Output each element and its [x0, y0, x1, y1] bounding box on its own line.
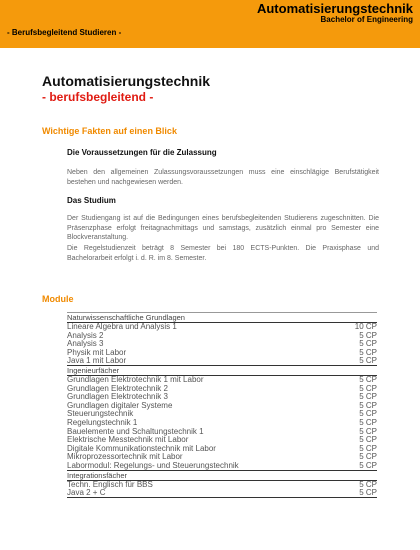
module-name: Grundlagen Elektrotechnik 3 [67, 392, 168, 402]
module-name: Digitale Kommunikationstechnik mit Labor [67, 443, 216, 453]
banner-program-label: - Berufsbegleitend Studieren - [7, 28, 122, 37]
requirements-heading: Die Voraussetzungen für die Zulassung [67, 148, 217, 157]
module-group-heading: Ingenieurfächer [67, 366, 377, 376]
module-credit-points: 5 CP [359, 417, 377, 427]
modules-heading: Module [42, 294, 74, 304]
module-name: Labormodul: Regelungs- und Steuerungstechnik [67, 460, 239, 470]
module-name: Mikroprozessortechnik mit Labor [67, 452, 183, 462]
module-name: Elektrische Messtechnik mit Labor [67, 435, 189, 445]
module-credit-points: 10 CP [354, 322, 377, 331]
module-row [67, 489, 377, 498]
module-name: Physik mit Labor [67, 347, 127, 357]
module-credit-points: 5 CP [359, 339, 377, 349]
module-name: Grundlagen Elektrotechnik 2 [67, 383, 168, 393]
facts-heading: Wichtige Fakten auf einen Blick [42, 126, 177, 136]
modules-table [67, 312, 377, 498]
module-name: Java 2 + C [67, 488, 106, 498]
module-credit-points: 5 CP [359, 488, 377, 498]
banner-subtitle: Bachelor of Engineering [320, 15, 413, 24]
module-credit-points: 5 CP [359, 392, 377, 402]
study-heading: Das Studium [67, 196, 116, 205]
module-credit-points: 5 CP [359, 426, 377, 436]
module-name: Steuerungstechnik [67, 409, 134, 419]
module-credit-points: 5 CP [359, 400, 377, 410]
study-text-1: Der Studiengang ist auf die Bedingungen eines berufsbegleitenden Studierens zugeschnitten. Die Präsenzphase erfolgt freitagnachmittags und samstags, zusätzlich einmal pro Semester eine Blockveranstaltung. [67, 215, 379, 241]
module-name: Grundlagen digitaler Systeme [67, 400, 173, 410]
module-credit-points: 5 CP [359, 330, 377, 340]
requirements-text: Neben den allgemeinen Zulassungsvoraussetzungen muss eine einschlägige Berufstätigkeit bestehen und nachgewiesen werden. [67, 169, 379, 186]
module-credit-points: 5 CP [359, 374, 377, 384]
module-credit-points: 5 CP [359, 409, 377, 419]
module-row [67, 481, 377, 490]
module-row [67, 462, 377, 471]
banner-title: Automatisierungstechnik [256, 1, 413, 16]
study-text-2: Die Regelstudienzeit beträgt 8 Semester bei 180 ECTS-Punkten. Die Praxisphase und Bachelorarbeit erfolgt i. d. R. im 8. Semester. [67, 245, 379, 262]
page-subtitle: - berufsbegleitend - [42, 90, 154, 104]
module-row [67, 323, 377, 332]
module-credit-points: 5 CP [359, 452, 377, 462]
module-group-heading: Integrationsfächer [67, 471, 377, 481]
module-credit-points: 5 CP [359, 460, 377, 470]
module-name: Bauelemente und Schaltungstechnik 1 [67, 426, 204, 436]
module-name: Analysis 2 [67, 330, 104, 340]
module-name: Lineare Algebra und Analysis 1 [67, 322, 177, 331]
module-name: Grundlagen Elektrotechnik 1 mit Labor [67, 374, 204, 384]
module-credit-points: 5 CP [359, 435, 377, 445]
module-credit-points: 5 CP [359, 443, 377, 453]
module-name: Techn. Englisch für BBS [67, 479, 153, 489]
module-credit-points: 5 CP [359, 383, 377, 393]
page-title: Automatisierungstechnik [42, 73, 211, 89]
module-name: Regelungstechnik 1 [67, 417, 138, 427]
module-name: Analysis 3 [67, 339, 104, 349]
module-row [67, 357, 377, 366]
module-credit-points: 5 CP [359, 356, 377, 366]
header-banner [0, 0, 420, 48]
module-row [67, 332, 377, 341]
module-credit-points: 5 CP [359, 479, 377, 489]
module-group-heading: Naturwissenschaftliche Grundlagen [67, 312, 377, 323]
module-credit-points: 5 CP [359, 347, 377, 357]
module-name: Java 1 mit Labor [67, 356, 127, 366]
